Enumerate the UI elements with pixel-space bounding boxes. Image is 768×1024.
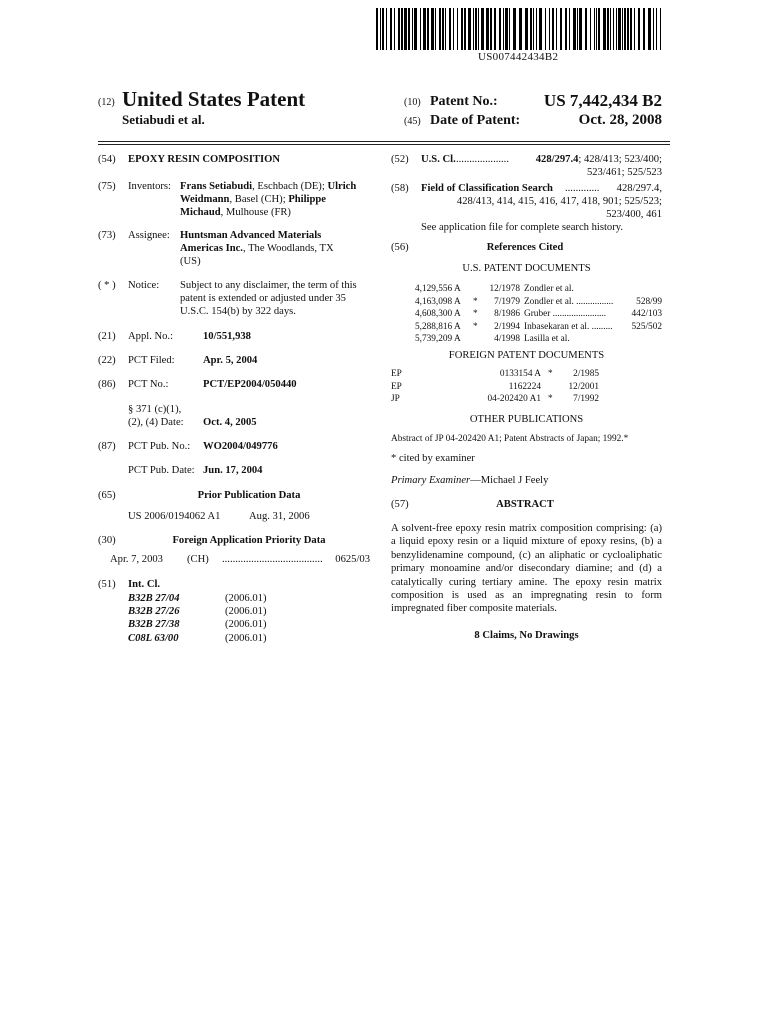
date-of-patent: Oct. 28, 2008 [578, 112, 662, 128]
claims-summary: 8 Claims, No Drawings [474, 630, 579, 641]
abstract-code: (57) [391, 499, 409, 510]
int-cl-class: B32B 27/38 [128, 619, 180, 631]
barcode-bar [376, 8, 378, 50]
inventors-short: Setiabudi et al. [122, 112, 205, 127]
barcode-number: US007442434B2 [478, 51, 559, 63]
refs-code: (56) [391, 242, 409, 253]
code-45: (45) [404, 116, 421, 127]
barcode-bar [449, 8, 451, 50]
us-doc-star: * [473, 321, 478, 332]
us-doc-row [415, 321, 662, 334]
barcode-bar [401, 8, 403, 50]
inventors-list: Frans Setiabudi, Eschbach (DE); Ulrich Weidmann, Basel (CH); Philippe Michaud, Mulhouse (FR) [180, 181, 357, 219]
foreign-priority-code: (30) [98, 535, 116, 546]
barcode-bar [461, 8, 463, 50]
us-doc-date: 7/1979 [494, 296, 520, 307]
barcode-bar [607, 8, 609, 50]
barcode-bar [427, 8, 429, 50]
barcode [376, 8, 662, 50]
inventor-2-last: Weidmann [180, 194, 230, 206]
barcode-graphic [376, 8, 662, 50]
barcode-bar [380, 8, 381, 50]
foreign-doc-date: 7/1992 [573, 394, 599, 405]
inventor-1: Frans Setiabudi [180, 181, 253, 192]
barcode-bar [464, 8, 466, 50]
assignee-label: Assignee: [128, 230, 170, 241]
inventor-3-last: Michaud [180, 207, 221, 219]
barcode-bar [404, 8, 407, 50]
barcode-bar [442, 8, 444, 50]
barcode-bar [552, 8, 554, 50]
us-doc-row [415, 296, 662, 309]
cited-by-examiner: * cited by examiner [391, 453, 475, 464]
us-doc-row [415, 308, 662, 321]
foreign-docs-list [391, 368, 662, 406]
primary-examiner: Primary Examiner—Michael J Feely [391, 475, 549, 486]
foreign-priority-number: 0625/03 [335, 554, 370, 565]
barcode-bar [503, 8, 504, 50]
barcode-bar [533, 8, 534, 50]
barcode-bar [579, 8, 582, 50]
inventors-label: Inventors: [128, 181, 171, 192]
barcode-bar [643, 8, 645, 50]
foreign-docs-heading: FOREIGN PATENT DOCUMENTS [448, 350, 605, 361]
code-12: (12) [98, 97, 115, 108]
barcode-bar [648, 8, 651, 50]
us-doc-row [415, 333, 662, 346]
foreign-priority-heading: Foreign Application Priority Data [172, 535, 326, 546]
us-cl-code: (52) [391, 154, 409, 165]
us-doc-star: * [473, 309, 478, 320]
pct-pub-date: Jun. 17, 2004 [203, 465, 263, 476]
us-doc-date: 4/1998 [494, 334, 520, 345]
barcode-bar [468, 8, 471, 50]
int-cl-version: (2006.01) [225, 593, 267, 604]
us-doc-row [415, 283, 662, 296]
int-cl-class: B32B 27/26 [128, 606, 180, 618]
pct-no-label: PCT No.: [128, 379, 169, 390]
barcode-bar [613, 8, 614, 50]
barcode-bar [569, 8, 570, 50]
barcode-bar [656, 8, 657, 50]
barcode-bar [394, 8, 395, 50]
patent-type-title: United States Patent [122, 87, 306, 111]
us-doc-class: 525/502 [631, 321, 662, 332]
int-cl-row [128, 592, 370, 605]
us-doc-number: 4,163,098 A [415, 296, 461, 307]
other-publications-text: Abstract of JP 04-202420 A1; Patent Abstracts of Japan; 1992.* [391, 434, 629, 444]
barcode-bar [610, 8, 611, 50]
pct-no-code: (86) [98, 379, 116, 390]
barcode-bar [439, 8, 441, 50]
barcode-bar [505, 8, 508, 50]
assignee-value: Huntsman Advanced Materials Americas Inc., The Woodlands, TX (US) [180, 230, 334, 268]
barcode-bar [435, 8, 436, 50]
us-cl-values-2: 523/461; 525/523 [586, 167, 662, 178]
invention-title: EPOXY RESIN COMPOSITION [128, 154, 281, 165]
barcode-bar [616, 8, 617, 50]
barcode-bar [565, 8, 567, 50]
inventors-code: (75) [98, 181, 116, 192]
field-values-1: 428/297.4, [616, 183, 662, 194]
title-code: (54) [98, 154, 116, 165]
patent-number-label: Patent No.: [430, 94, 498, 109]
foreign-doc-row [391, 381, 662, 394]
foreign-doc-country: JP [391, 394, 400, 405]
s371-label-1: § 371 (c)(1), [128, 404, 182, 415]
foreign-doc-row [391, 393, 662, 406]
field-code: (58) [391, 183, 409, 194]
patent-number: US 7,442,434 B2 [543, 91, 662, 110]
appl-code: (21) [98, 331, 116, 342]
foreign-doc-number: 1162224 [508, 381, 541, 392]
us-patent-docs-heading: U.S. PATENT DOCUMENTS [462, 263, 591, 274]
barcode-bar [549, 8, 550, 50]
barcode-bar [560, 8, 562, 50]
int-cl-code: (51) [98, 579, 116, 590]
us-doc-name: Zondler et al. [524, 284, 574, 294]
foreign-doc-number: 0133154 A [499, 369, 541, 379]
barcode-bar [509, 8, 510, 50]
barcode-bar [414, 8, 417, 50]
refs-heading: References Cited [486, 242, 564, 253]
header-rule-top [98, 141, 670, 142]
barcode-bar [596, 8, 597, 50]
s371-label-2: (2), (4) Date: [128, 417, 184, 428]
int-cl-version: (2006.01) [225, 632, 267, 644]
int-cl-row [128, 632, 370, 645]
notice-code: ( * ) [98, 280, 116, 291]
int-cl-row [128, 618, 370, 631]
barcode-bar [556, 8, 557, 50]
us-doc-name: Zondler et al. ................ [524, 296, 614, 307]
barcode-bar [627, 8, 629, 50]
barcode-bar [412, 8, 413, 50]
notice-label: Notice: [128, 280, 160, 291]
inventor-3-first: Philippe [288, 194, 326, 206]
barcode-bar [481, 8, 484, 50]
foreign-doc-date: 12/2001 [568, 381, 599, 392]
foreign-doc-date: 2/1985 [573, 369, 599, 379]
barcode-bar [494, 8, 496, 50]
other-publications-heading: OTHER PUBLICATIONS [469, 414, 584, 425]
barcode-bar [539, 8, 542, 50]
barcode-bar [423, 8, 426, 50]
prior-pub-number: US 2006/0194062 A1 [128, 511, 221, 522]
pct-pub-no-code: (87) [98, 441, 116, 452]
header-rule-bottom [98, 144, 670, 145]
field-values-3: 523/400, 461 [606, 209, 662, 220]
barcode-bar [398, 8, 400, 50]
barcode-bar [630, 8, 632, 50]
foreign-doc-row [391, 368, 662, 381]
pct-pub-date-label: PCT Pub. Date: [128, 465, 195, 476]
code-10: (10) [404, 97, 421, 108]
us-doc-name: Gruber ....................... [524, 309, 607, 320]
us-doc-name: Lasilla et al. [524, 334, 570, 345]
int-cl-version: (2006.01) [225, 606, 267, 618]
pct-pub-no-label: PCT Pub. No.: [128, 441, 191, 452]
us-doc-name: Inbasekaran et al. ......... [524, 321, 613, 332]
barcode-bar [431, 8, 434, 50]
appl-number: 10/551,938 [203, 331, 251, 342]
us-doc-star: * [473, 296, 478, 307]
barcode-bar [638, 8, 640, 50]
pct-pub-number: WO2004/049776 [203, 441, 278, 452]
barcode-bar [453, 8, 454, 50]
barcode-bar [486, 8, 489, 50]
us-cl-values: 428/297.4; 428/413; 523/400; [535, 154, 662, 165]
barcode-bar [525, 8, 528, 50]
us-cl-dots: .................... [456, 154, 509, 165]
assignee-code: (73) [98, 230, 116, 241]
foreign-doc-country: EP [391, 369, 402, 379]
foreign-priority-date: Apr. 7, 2003 [110, 554, 163, 565]
barcode-bar [473, 8, 474, 50]
us-doc-date: 12/1978 [489, 284, 520, 294]
us-doc-date: 2/1994 [494, 321, 520, 332]
pct-filed-code: (22) [98, 355, 116, 366]
barcode-bar [598, 8, 600, 50]
field-dots: ............. [565, 183, 600, 194]
pct-filed-label: PCT Filed: [128, 355, 175, 366]
inventor-2-first: Ulrich [327, 181, 357, 192]
barcode-bar [577, 8, 578, 50]
notice-text: Subject to any disclaimer, the term of this patent is extended or adjusted under 35 U.S.C. 154(b) by 322 days. [180, 280, 357, 318]
int-cl-row [128, 605, 370, 618]
barcode-bar [519, 8, 522, 50]
us-doc-number: 4,129,556 A [415, 284, 461, 294]
barcode-bar [386, 8, 387, 50]
barcode-bar [660, 8, 661, 50]
foreign-priority-dots: ...................................... [222, 554, 323, 565]
int-cl-list [128, 592, 370, 645]
foreign-doc-country: EP [391, 381, 402, 392]
us-patent-docs-list [415, 283, 662, 346]
field-values-2: 428/413, 414, 415, 416, 417, 418, 901; 525/523; [456, 196, 662, 207]
barcode-bar [382, 8, 384, 50]
barcode-bar [590, 8, 591, 50]
barcode-bar [390, 8, 392, 50]
barcode-bar [420, 8, 421, 50]
barcode-bar [408, 8, 410, 50]
barcode-bar [594, 8, 595, 50]
int-cl-label: Int. Cl. [128, 579, 161, 590]
s371-date: Oct. 4, 2005 [203, 417, 257, 428]
barcode-bar [536, 8, 537, 50]
barcode-bar [653, 8, 654, 50]
foreign-priority-country: (CH) [187, 554, 209, 565]
us-doc-class: 442/103 [631, 309, 662, 320]
barcode-bar [530, 8, 532, 50]
search-history-note: See application file for complete search history. [421, 222, 623, 233]
int-cl-version: (2006.01) [225, 619, 267, 631]
barcode-bar [545, 8, 546, 50]
barcode-bar [585, 8, 587, 50]
us-doc-number: 5,739,209 A [415, 334, 461, 345]
prior-pub-code: (65) [98, 490, 116, 501]
foreign-doc-number: 04-202420 A1 [487, 394, 541, 405]
barcode-bar [634, 8, 635, 50]
us-doc-number: 5,288,816 A [415, 321, 461, 332]
us-doc-number: 4,608,300 A [415, 309, 461, 320]
pct-number: PCT/EP2004/050440 [203, 379, 297, 390]
barcode-bar [490, 8, 492, 50]
barcode-bar [445, 8, 446, 50]
barcode-bar [618, 8, 621, 50]
prior-pub-heading: Prior Publication Data [197, 490, 301, 501]
barcode-bar [475, 8, 477, 50]
pct-filed-date: Apr. 5, 2004 [203, 355, 258, 366]
barcode-bar [603, 8, 606, 50]
field-label: Field of Classification Search [421, 183, 553, 194]
int-cl-class: B32B 27/04 [128, 593, 180, 604]
barcode-bar [622, 8, 623, 50]
barcode-bar [457, 8, 458, 50]
barcode-bar [499, 8, 501, 50]
us-doc-class: 528/99 [636, 296, 662, 307]
abstract-heading: ABSTRACT [496, 499, 554, 510]
prior-pub-date: Aug. 31, 2006 [249, 511, 310, 522]
barcode-bar [573, 8, 576, 50]
barcode-bar [478, 8, 479, 50]
us-doc-date: 8/1986 [494, 309, 520, 320]
date-of-patent-label: Date of Patent: [430, 113, 521, 128]
appl-label: Appl. No.: [128, 331, 174, 342]
barcode-bar [624, 8, 626, 50]
us-cl-label: U.S. Cl. [421, 154, 456, 165]
foreign-doc-star: * [548, 369, 553, 379]
int-cl-class: C08L 63/00 [128, 632, 179, 644]
barcode-bar [513, 8, 516, 50]
abstract-text: A solvent-free epoxy resin matrix composition comprising: (a) a liquid epoxy resin or a liquid mixture of epoxy resins, (b) a benzylidenamine compound, (c) an aliphatic or cycloaliphatic primary monoamine and/or disecondary diamine; and (d) a catalytically curing tertiary amine. The epoxy resin matrix composition is used as an impregnating resin to form impregnated fiber composite materials. [391, 523, 662, 615]
foreign-doc-star: * [548, 394, 553, 405]
